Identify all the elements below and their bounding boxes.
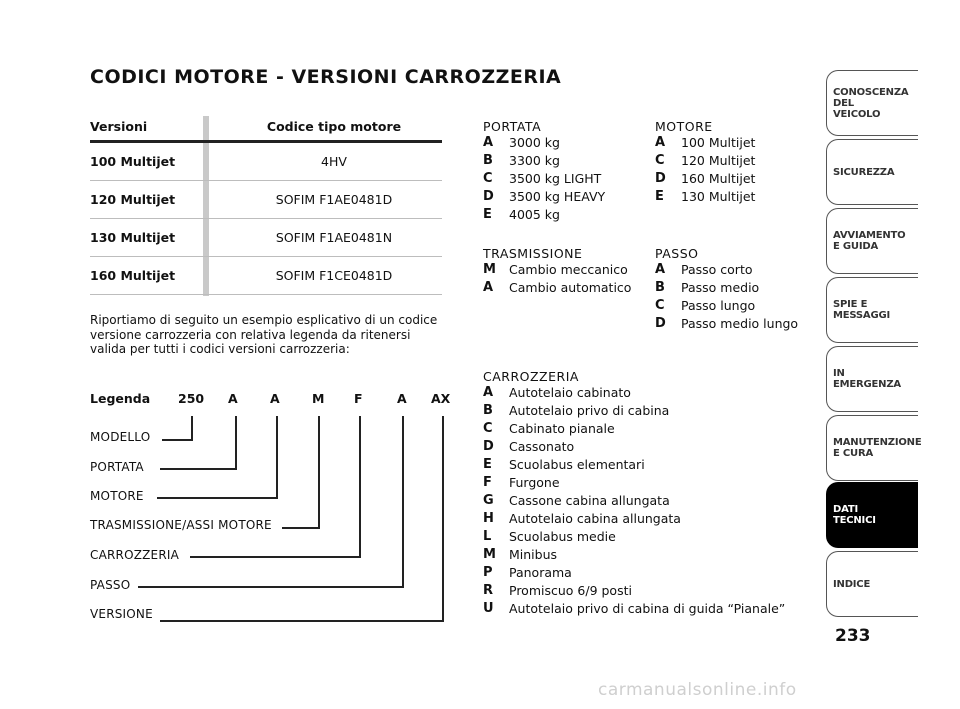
portata-title: PORTATA — [483, 119, 542, 134]
connector-portata-v — [235, 416, 237, 470]
header-versioni: Versioni — [90, 118, 148, 134]
list-item — [655, 134, 755, 152]
connector-trasmissione-v — [318, 416, 320, 529]
tab-indice[interactable] — [826, 551, 918, 617]
motore-title: MOTORE — [655, 119, 713, 134]
legend-label-motore: MOTORE — [90, 489, 144, 503]
list-item — [655, 170, 755, 188]
page-number: 233 — [835, 626, 871, 646]
passo-title: PASSO — [655, 246, 699, 261]
item-code: B — [483, 153, 493, 168]
tab-label: AVVIAMENTO E GUIDA — [833, 230, 906, 252]
tab-label: INDICE — [833, 578, 871, 590]
tab-manutenzione-e-cura[interactable] — [826, 415, 922, 481]
tab-avviamento-e-guida[interactable] — [826, 208, 918, 274]
list-item — [483, 582, 785, 600]
item-code: A — [655, 135, 666, 150]
legend-label-trasmissione: TRASMISSIONE/ASSI MOTORE — [90, 518, 272, 532]
watermark: carmanualsonline.info — [598, 680, 797, 700]
connector-passo-h — [138, 586, 404, 588]
item-value: Scuolabus elementari — [509, 457, 645, 472]
tab-sicurezza[interactable] — [826, 139, 918, 205]
item-value: Cassone cabina allungata — [509, 493, 670, 508]
portata-section — [483, 119, 605, 224]
list-item — [483, 152, 605, 170]
item-value: Promiscuo 6/9 posti — [509, 583, 632, 598]
item-value: Passo lungo — [681, 298, 756, 313]
item-code: D — [483, 439, 494, 454]
item-code: A — [483, 135, 494, 150]
list-item — [483, 279, 631, 297]
legend-code-passo: A — [397, 391, 407, 406]
table-header — [90, 112, 442, 140]
carrozzeria-section — [483, 369, 785, 618]
item-value: Autotelaio cabinato — [509, 385, 631, 400]
list-item — [655, 279, 798, 297]
item-code: M — [483, 262, 496, 277]
cell-engine-code: SOFIM F1AE0481N — [275, 230, 393, 245]
list-item — [483, 528, 785, 546]
list-item — [483, 600, 785, 618]
item-value: Cambio automatico — [509, 280, 632, 295]
item-value: Passo medio — [681, 280, 760, 295]
list-item — [483, 546, 785, 564]
connector-passo-v — [402, 416, 404, 588]
cell-engine-code: SOFIM F1CE0481D — [275, 268, 393, 283]
item-code: M — [483, 547, 496, 562]
table-row — [90, 143, 442, 181]
item-value: 3000 kg — [509, 135, 560, 150]
list-item — [655, 261, 798, 279]
item-value: 160 Multijet — [681, 171, 756, 186]
list-item — [483, 420, 785, 438]
passo-section — [655, 246, 798, 333]
item-code: C — [483, 421, 493, 436]
item-code: D — [655, 171, 666, 186]
header-codice: Codice tipo motore — [266, 118, 402, 134]
table-row — [90, 181, 442, 219]
legend-code-versione: AX — [431, 391, 451, 406]
tab-label: IN EMERGENZA — [833, 368, 901, 390]
list-item — [483, 510, 785, 528]
legend-label-passo: PASSO — [90, 578, 131, 592]
list-item — [483, 188, 605, 206]
list-item — [483, 134, 605, 152]
item-code: H — [483, 511, 494, 526]
list-item — [483, 170, 605, 188]
item-code: A — [655, 262, 666, 277]
connector-motore-h — [157, 497, 278, 499]
tab-spie-e-messaggi[interactable] — [826, 277, 918, 343]
item-code: R — [483, 583, 494, 598]
list-item — [483, 261, 631, 279]
legend-label-carrozzeria: CARROZZERIA — [90, 548, 180, 562]
tab-label: MANUTENZIONE E CURA — [833, 437, 922, 459]
legend-label-portata: PORTATA — [90, 460, 144, 474]
item-value: Panorama — [509, 565, 572, 580]
list-item — [483, 456, 785, 474]
legend-code-carrozzeria: F — [354, 391, 363, 406]
item-code: C — [483, 171, 493, 186]
legend-code-portata: A — [228, 391, 238, 406]
tab-dati-tecnici[interactable] — [826, 482, 918, 548]
item-code: A — [483, 280, 494, 295]
item-code: U — [483, 601, 494, 616]
item-code: L — [483, 529, 492, 544]
list-item — [483, 402, 785, 420]
item-value: Passo medio lungo — [681, 316, 799, 331]
legend-label-versione: VERSIONE — [90, 607, 153, 621]
connector-portata-h — [160, 468, 237, 470]
list-item — [483, 438, 785, 456]
item-value: Furgone — [509, 475, 560, 490]
list-item — [483, 384, 785, 402]
list-item — [655, 315, 798, 333]
item-value: 100 Multijet — [681, 135, 756, 150]
connector-carrozzeria-v — [359, 416, 361, 558]
item-value: 120 Multijet — [681, 153, 756, 168]
list-item — [655, 188, 755, 206]
connector-modello-h — [162, 439, 193, 441]
item-value: Autotelaio privo di cabina — [509, 403, 670, 418]
trasmissione-section — [483, 246, 631, 297]
item-code: E — [483, 457, 492, 472]
list-item — [483, 206, 605, 224]
legend-title: Legenda — [90, 391, 151, 406]
list-item — [483, 564, 785, 582]
item-code: C — [655, 153, 665, 168]
table-row — [90, 257, 442, 295]
cell-version: 100 Multijet — [90, 154, 176, 169]
item-value: Scuolabus medie — [509, 529, 616, 544]
tab-label: CONOSCENZA DEL VEICOLO — [833, 86, 909, 120]
tab-label: SPIE E MESSAGGI — [833, 299, 891, 321]
item-value: 130 Multijet — [681, 189, 756, 204]
item-code: G — [483, 493, 494, 508]
connector-versione-v — [442, 416, 444, 622]
legend-label-modello: MODELLO — [90, 430, 151, 444]
item-value: Minibus — [509, 547, 558, 562]
cell-version: 120 Multijet — [90, 192, 176, 207]
tab-label: DATI TECNICI — [833, 504, 876, 526]
legend-code-modello: 250 — [178, 391, 205, 406]
item-code: E — [655, 189, 664, 204]
item-code: B — [655, 280, 665, 295]
item-value: Cambio meccanico — [509, 262, 628, 277]
tab-conoscenza-del-veicolo[interactable] — [826, 70, 918, 136]
list-item — [483, 474, 785, 492]
item-code: E — [483, 207, 492, 222]
connector-modello-v — [191, 416, 193, 441]
item-value: Passo corto — [681, 262, 753, 277]
page-title: CODICI MOTORE - VERSIONI CARROZZERIA — [90, 66, 562, 88]
item-value: 4005 kg — [509, 207, 560, 222]
cell-version: 160 Multijet — [90, 268, 176, 283]
carrozzeria-title: CARROZZERIA — [483, 369, 579, 384]
item-code: C — [655, 298, 665, 313]
item-code: B — [483, 403, 493, 418]
cell-version: 130 Multijet — [90, 230, 176, 245]
legend-code-motore: A — [270, 391, 280, 406]
motore-section — [655, 119, 755, 206]
item-code: P — [483, 565, 493, 580]
connector-carrozzeria-h — [190, 556, 361, 558]
cell-engine-code: SOFIM F1AE0481D — [275, 192, 393, 207]
item-code: D — [655, 316, 666, 331]
connector-trasmissione-h — [282, 527, 320, 529]
tab-in-emergenza[interactable] — [826, 346, 918, 412]
item-value: 3300 kg — [509, 153, 560, 168]
item-value: Cassonato — [509, 439, 575, 454]
connector-motore-v — [276, 416, 278, 499]
trasmissione-title: TRASMISSIONE — [483, 246, 583, 261]
connector-versione-h — [160, 620, 444, 622]
list-item — [655, 297, 798, 315]
item-code: A — [483, 385, 494, 400]
list-item — [655, 152, 755, 170]
cell-engine-code: 4HV — [321, 154, 347, 169]
engine-code-table — [90, 112, 442, 295]
intro-text: Riportiamo di seguito un esempio esplicativo di un codice versione carrozzeria con relativa legenda da ritenersi valida per tutti i codici versioni carrozzeria: — [90, 313, 438, 356]
item-code: D — [483, 189, 494, 204]
table-row — [90, 219, 442, 257]
item-value: Autotelaio cabina allungata — [509, 511, 681, 526]
item-code: F — [483, 475, 492, 490]
item-value: Autotelaio privo di cabina di guida “Pianale” — [509, 601, 786, 616]
item-value: 3500 kg LIGHT — [509, 171, 602, 186]
list-item — [483, 492, 785, 510]
legend-code-trasmissione: M — [312, 391, 325, 406]
item-value: 3500 kg HEAVY — [509, 189, 606, 204]
item-value: Cabinato pianale — [509, 421, 615, 436]
tab-label: SICUREZZA — [833, 166, 895, 178]
